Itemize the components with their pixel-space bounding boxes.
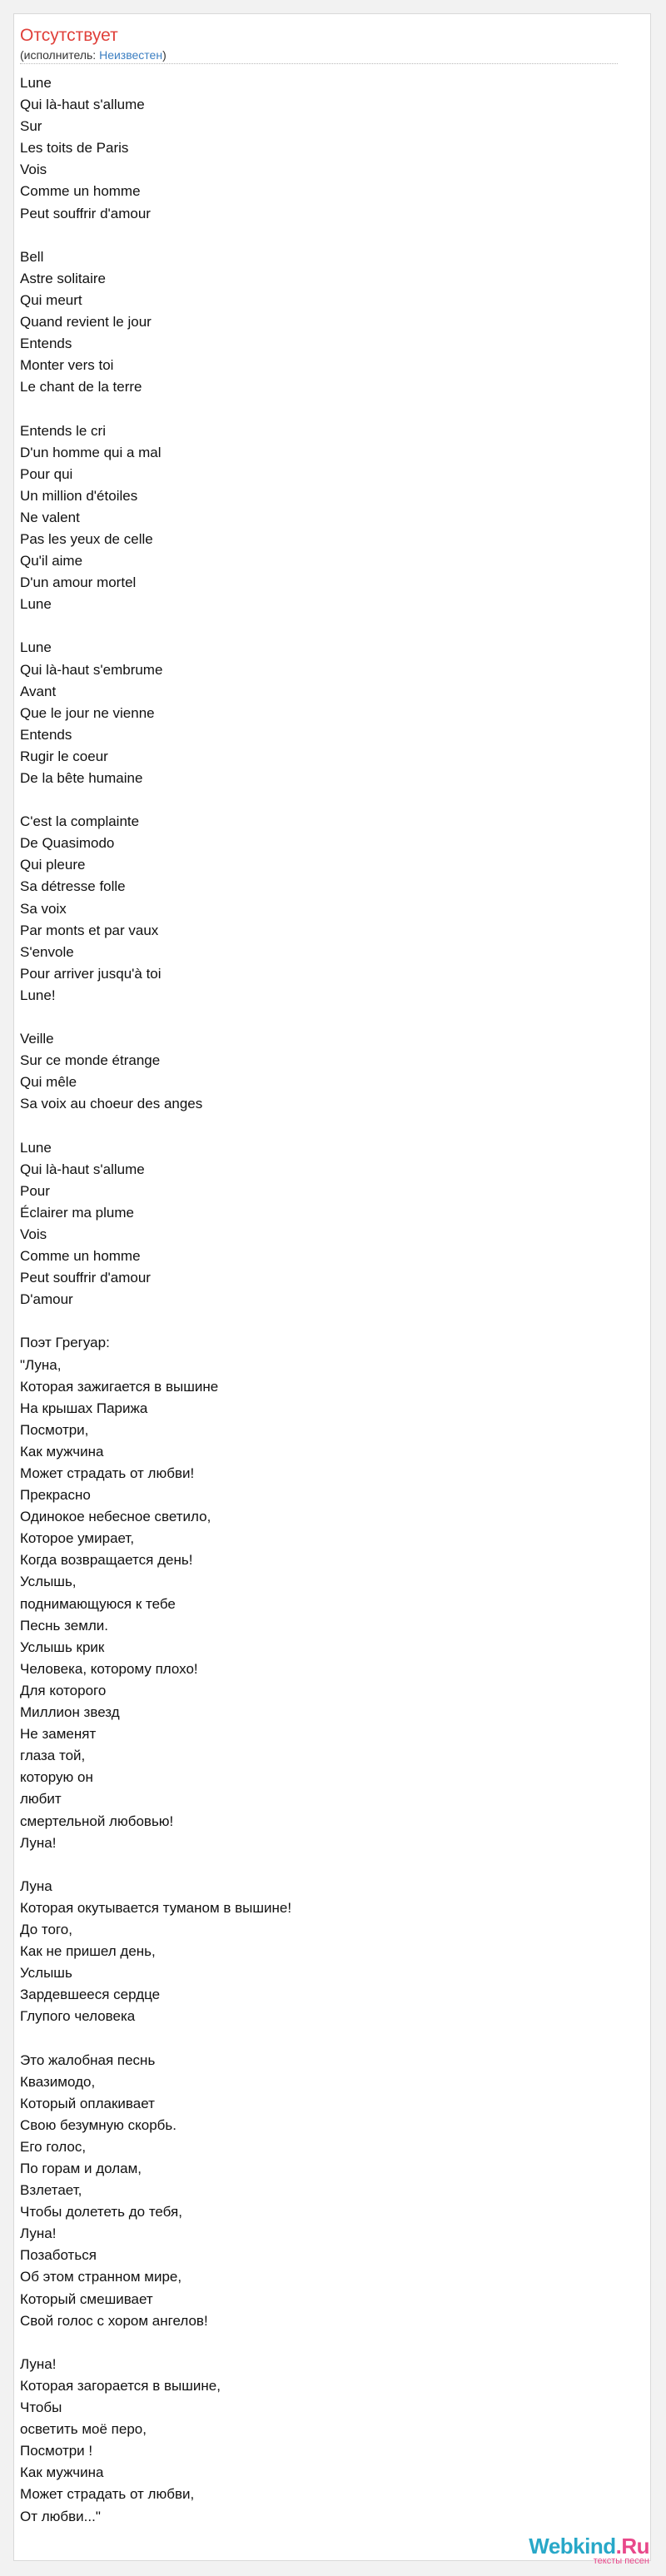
lyric-line: Свою безумную скорбь.: [20, 2116, 176, 2133]
lyric-line: Это жалобная песнь: [20, 2051, 156, 2068]
site-tagline: тексты песен: [593, 2556, 649, 2566]
lyric-line: Одинокое небесное светило,: [20, 1509, 211, 1525]
lyric-line: Pas les yeux de celle: [20, 530, 153, 547]
lyric-line: D'un homme qui a mal: [20, 444, 162, 460]
lyric-line: Как не пришел день,: [20, 1943, 156, 1960]
lyric-line: Луна!: [20, 2225, 57, 2242]
lyric-line: Посмотри,: [20, 1421, 89, 1438]
lyric-line: Может страдать от любви!: [20, 1465, 195, 1481]
lyric-line: Entends: [20, 336, 72, 352]
stanza-gap: [20, 398, 618, 420]
lyric-line: Astre solitaire: [20, 270, 106, 286]
lyric-line: Lune: [20, 639, 52, 656]
lyric-line: Которое умирает,: [20, 1530, 135, 1547]
lyric-line: Которая загорается в вышине,: [20, 2377, 221, 2394]
artist-line: [20, 47, 166, 62]
stanza-gap: [20, 1854, 618, 1876]
lyric-line: Об этом странном мире,: [20, 2269, 182, 2285]
lyric-line: Un million d'étoiles: [20, 487, 138, 504]
lyric-line: Которая зажигается в вышине: [20, 1378, 219, 1395]
lyric-line: Qui pleure: [20, 857, 86, 873]
lyric-line: Квазимодо,: [20, 2073, 96, 2090]
lyric-line: любит: [20, 1791, 62, 1808]
lyric-line: которую он: [20, 1769, 93, 1786]
lyric-line: S'envole: [20, 943, 74, 960]
lyric-line: Услышь,: [20, 1574, 77, 1590]
lyric-line: смертельной любовью!: [20, 1813, 174, 1829]
lyric-line: Зардевшееся сердце: [20, 1987, 161, 2003]
lyric-line: Qui mêle: [20, 1074, 77, 1091]
lyric-line: Pour qui: [20, 465, 73, 482]
lyric-line: Vois: [20, 162, 47, 178]
lyric-line: Поэт Грегуар:: [20, 1335, 110, 1351]
artist-link[interactable]: Неизвестен: [99, 48, 163, 62]
lyric-line: Луна!: [20, 1834, 57, 1851]
lyric-line: Bell: [20, 248, 44, 265]
lyric-line: Par monts et par vaux: [20, 922, 159, 938]
lyric-line: Позаботься: [20, 2247, 97, 2264]
lyric-line: Sa détresse folle: [20, 878, 126, 895]
lyric-line: Луна: [20, 1877, 52, 1894]
lyric-line: Чтобы: [20, 2399, 62, 2416]
lyric-line: Lune: [20, 596, 52, 613]
stanza-gap: [20, 1007, 618, 1028]
lyric-line: Не заменят: [20, 1726, 97, 1743]
lyric-line: Которая окутывается туманом в вышине!: [20, 1899, 292, 1916]
lyric-line: De la bête humaine: [20, 770, 143, 786]
lyric-line: Pour: [20, 1182, 50, 1199]
lyric-line: Entends: [20, 726, 72, 743]
lyric-line: Услышь: [20, 1965, 72, 1982]
lyric-line: Monter vers toi: [20, 357, 114, 374]
lyric-line: поднимающуюся к тебе: [20, 1595, 176, 1612]
artist-suffix: ): [162, 48, 166, 62]
lyric-line: Peut souffrir d'amour: [20, 205, 151, 221]
lyric-line: Свой голос с хором ангелов!: [20, 2312, 208, 2329]
lyric-line: Comme un homme: [20, 1248, 141, 1265]
lyric-line: Посмотри !: [20, 2443, 93, 2459]
lyric-line: Le chant de la terre: [20, 379, 142, 395]
lyric-line: Lune: [20, 75, 52, 91]
stanza-gap: [20, 1310, 618, 1332]
lyric-line: Как мужчина: [20, 1443, 104, 1460]
lyric-line: Глупого человека: [20, 2008, 136, 2025]
lyric-line: Sur ce monde étrange: [20, 1052, 161, 1069]
lyric-line: Песнь земли.: [20, 1617, 109, 1634]
lyric-line: Который оплакивает: [20, 2095, 155, 2111]
lyric-line: Qui là-haut s'embrume: [20, 661, 163, 678]
lyric-line: До того,: [20, 1921, 72, 1937]
lyric-line: Который смешивает: [20, 2290, 153, 2307]
lyric-line: Entends le cri: [20, 422, 106, 439]
lyric-line: Vois: [20, 1226, 47, 1242]
lyric-line: Éclairer ma plume: [20, 1204, 134, 1221]
lyric-line: Как мужчина: [20, 2464, 104, 2481]
lyric-line: Когда возвращается день!: [20, 1552, 193, 1569]
lyric-line: "Луна,: [20, 1356, 62, 1373]
lyric-line: Может страдать от любви,: [20, 2486, 195, 2503]
lyric-line: Qui meurt: [20, 291, 82, 308]
lyric-line: Sa voix: [20, 900, 67, 917]
logo-brand: Webkind: [529, 2534, 616, 2559]
lyric-line: D'amour: [20, 1291, 73, 1308]
stanza-gap: [20, 225, 618, 246]
site-logo[interactable]: [529, 2534, 649, 2558]
lyric-line: Sur: [20, 118, 42, 135]
song-title: Отсутствует: [20, 26, 118, 45]
lyric-line: Que le jour ne vienne: [20, 704, 155, 721]
lyric-line: Rugir le coeur: [20, 748, 108, 764]
lyric-line: Qui là-haut s'allume: [20, 97, 145, 113]
stanza-gap: [20, 615, 618, 637]
lyric-line: Pour arriver jusqu'à toi: [20, 965, 162, 982]
lyric-line: На крышах Парижа: [20, 1400, 148, 1416]
lyric-line: Quand revient le jour: [20, 314, 152, 331]
site-watermark[interactable]: [529, 2534, 649, 2566]
lyric-line: De Quasimodo: [20, 835, 115, 852]
lyric-line: Comme un homme: [20, 183, 141, 200]
stanza-gap: [20, 1116, 618, 1137]
lyrics-body: [20, 72, 618, 2528]
stanza-gap: [20, 2332, 618, 2354]
lyric-line: Человека, которому плохо!: [20, 1660, 198, 1677]
lyric-line: Услышь крик: [20, 1639, 105, 1655]
lyric-line: Sa voix au choeur des anges: [20, 1096, 203, 1112]
lyric-line: Peut souffrir d'amour: [20, 1270, 151, 1286]
lyric-line: Qu'il aime: [20, 553, 83, 569]
lyric-line: Его голос,: [20, 2138, 87, 2155]
lyric-line: Avant: [20, 683, 57, 699]
lyric-line: Миллион звезд: [20, 1704, 120, 1721]
stanza-gap: [20, 2027, 618, 2049]
header-divider: [20, 63, 618, 64]
lyric-line: Ne valent: [20, 509, 80, 525]
lyric-line: От любви...": [20, 2508, 101, 2524]
artist-prefix: (исполнитель:: [20, 48, 100, 62]
lyric-line: Veille: [20, 1031, 54, 1047]
lyric-line: Les toits de Paris: [20, 140, 129, 157]
lyric-line: глаза той,: [20, 1748, 86, 1764]
lyric-line: Lune: [20, 1139, 52, 1156]
lyric-line: Для которого: [20, 1682, 107, 1698]
lyric-line: осветить моё перо,: [20, 2421, 147, 2438]
logo-tld: .Ru: [615, 2534, 649, 2559]
lyric-line: C'est la complainte: [20, 813, 140, 830]
lyric-line: Прекрасно: [20, 1487, 91, 1504]
lyric-line: D'un amour mortel: [20, 574, 137, 591]
lyric-line: Qui là-haut s'allume: [20, 1161, 145, 1177]
lyric-line: Чтобы долететь до тебя,: [20, 2204, 182, 2220]
lyric-line: По горам и долам,: [20, 2161, 142, 2176]
lyric-line: Луна!: [20, 2355, 57, 2372]
lyric-line: Взлетает,: [20, 2182, 82, 2199]
stanza-gap: [20, 789, 618, 811]
lyric-line: Lune!: [20, 987, 56, 1003]
